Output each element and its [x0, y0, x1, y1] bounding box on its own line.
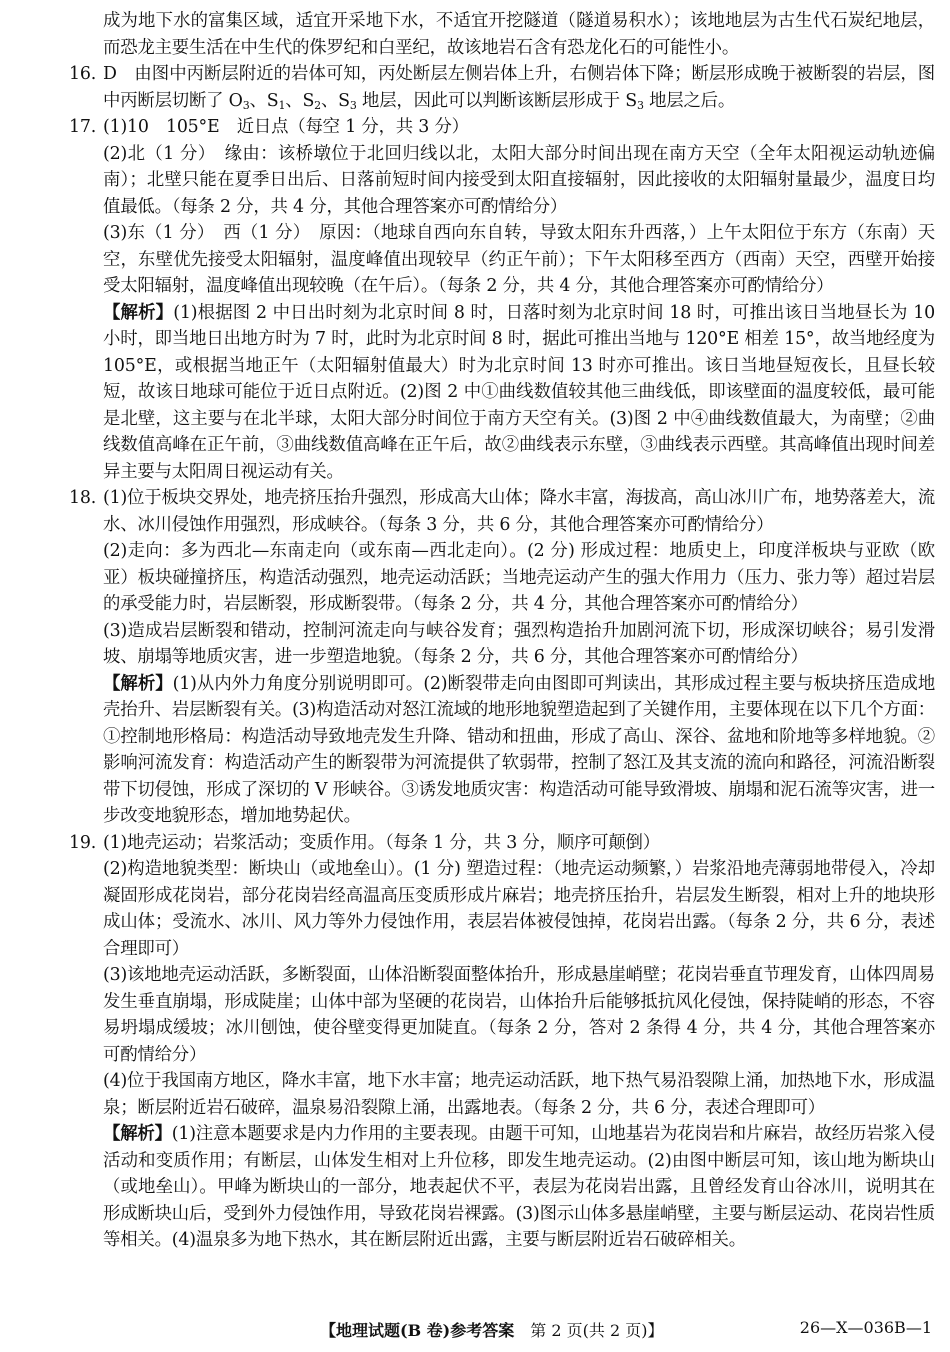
q18-analysis: 【解析】(1)从内外力角度分别说明即可。(2)断裂带走向由图即可判读出，其形成过程主要与板块挤压造成地壳抬升、岩层断裂有关。(3)构造活动对怒江流域的地形地貌塑造起到了关键作用，主要体现在以下几个方面：①控制地形格局：构造活动导致地壳发生升降、错动和扭曲，形成了高山、深谷、盆地和阶地等多样地貌。②影响河流发育：构造活动产生的断裂带为河流提供了软弱带，控制了怒江及其支流的流向和路径，河流沿断裂带下切侵蚀，形成了深切的 V 形峡谷。③诱发地质灾害：构造活动可能导致滑坡、崩塌和泥石流等灾害，进一步改变地貌形态，增加地势起伏。 [103, 673, 936, 826]
q17-part-2: (2)北（1 分） 缘由：该桥墩位于北回归线以北，太阳大部分时间出现在南方天空（全年太阳视运动轨迹偏南）；北壁只能在夏季日出后、日落前短时间内接受到太阳直接辐射，因此接收的太阳辐射量最少，温度日均值最低。（每条 2 分，共 4 分，其他合理答案亦可酌情给分） [103, 143, 935, 217]
q19-part-2: (2)构造地貌类型：断块山（或地垒山）。(1 分) 塑造过程：（地壳运动频繁，）岩浆沿地壳薄弱地带侵入，冷却凝固形成花岗岩，部分花岗岩经高温高压变质形成片麻岩；地壳挤压抬升，岩层发生断裂，相对上升的地块形成山体；受流水、冰川、风力等外力侵蚀作用，表层岩体被侵蚀掉，花岗岩出露。（每条 2 分，共 6 分，表述合理即可） [103, 859, 935, 959]
question-number: 16. [69, 64, 97, 84]
q18-part-1: (1)位于板块交界处，地壳挤压抬升强烈，形成高大山体；降水丰富，海拔高，高山冰川广布，地势落差大，流水、冰川侵蚀作用强烈，形成峡谷。（每条 3 分，共 6 分，其他合理答案亦可酌情给分） [103, 488, 935, 535]
q19-part-3: (3)该地地壳运动活跃，多断裂面，山体沿断裂面整体抬升，形成悬崖峭壁；花岗岩垂直节理发育，山体四周易发生垂直崩塌，形成陡崖；山体中部为坚硬的花岗岩，山体抬升后能够抵抗风化侵蚀，保持陡峭的形态，不容易坍塌成缓坡；冰川刨蚀，使谷壁变得更加陡直。（每条 2 分，答对 2 条得 4 分，共 4 分，其他合理答案亦可酌情给分） [103, 965, 935, 1065]
q17-part-1: (1)10 105°E 近日点（每空 1 分，共 3 分） [103, 117, 469, 137]
answer-content [69, 8, 936, 1254]
q18-part-2: (2)走向：多为西北—东南走向（或东南—西北走向）。(2 分) 形成过程：地质史上，印度洋板块与亚欧（欧亚）板块碰撞挤压，构造活动强烈，地壳运动活跃；当地壳运动产生的强大作用力（压力、张力等）超过岩层的承受能力时，岩层断裂，形成断裂带。（每条 2 分，共 4 分，其他合理答案亦可酌情给分） [103, 541, 935, 614]
question-18 [69, 485, 936, 830]
analysis-label: 【解析】 [103, 302, 174, 323]
page-footer [0, 1318, 950, 1348]
q16-answer: D 由图中丙断层附近的岩体可知，丙处断层左侧岩体上升，右侧岩体下降；断层形成晚于被断裂的岩层，图中丙断层切断了 $O_3$、$S_1$、$S_2$、$S_3$ 地层，因此可以判断该断层形成于 $S_3$ 地层之后。 [103, 64, 935, 112]
q17-analysis: 【解析】(1)根据图 2 中日出时刻为北京时间 8 时，日落时刻为北京时间 18 时，可推出该日当地昼长为 10 小时，即当地日出地方时为 7 时，此时为北京时间 8 时，据此可推出当地与 120°E 相差 15°，故当地经度为 105°E，或根据当地正午（太阳辐射值最大）时为北京时间 13 时亦可推出。该日当地昼短夜长，且昼长较短，故该日地球可能位于近日点附近。(2)图 2 中①曲线数值较其他三曲线低，即该壁面的温度较低，最可能是北壁，这主要与在北半球，太阳大部分时间位于南方天空有关。(3)图 2 中④曲线数值最大，为南壁；②曲线数值高峰在正午前，③曲线数值高峰在正午后，故②曲线表示东壁，③曲线表示西壁。其高峰值出现时间差异主要与太阳周日视运动有关。 [103, 302, 935, 482]
question-number: 18. [69, 488, 97, 508]
analysis-label: 【解析】 [103, 673, 173, 694]
q19-analysis: 【解析】(1)注意本题要求是内力作用的主要表现。由题干可知，山地基岩为花岗岩和片麻岩，故经历岩浆入侵活动和变质作用；有断层，山体发生相对上升位移，即发生地壳运动。(2)由图中断层可知，该山地为断块山（或地垒山）。甲峰为断块山的一部分，地表起伏不平，表层为花岗岩出露，且曾经发育山谷冰川，说明其在形成断块山后，受到外力侵蚀作用，导致花岗岩裸露。(3)图示山体多悬崖峭壁，主要与断层运动、花岗岩性质等相关。(4)温泉多为地下热水，其在断层附近出露，主要与断层附近岩石破碎相关。 [103, 1124, 936, 1250]
analysis-label: 【解析】 [103, 1124, 172, 1144]
question-17 [69, 114, 935, 485]
q17-part-3: (3)东（1 分） 西（1 分） 原因：（地球自西向东自转，导致太阳东升西落，）上午太阳位于东方（东南）天空，东壁优先接受太阳辐射，温度峰值出现较早（约正午前）；下午太阳移至西方（西南）天空，西壁开始接受太阳辐射，温度峰值出现较晚（在午后）。（每条 2 分，共 4 分，其他合理答案亦可酌情给分） [103, 223, 935, 296]
question-number: 17. [69, 117, 97, 137]
q19-part-1: (1)地壳运动；岩浆活动；变质作用。（每条 1 分，共 3 分，顺序可颠倒） [103, 832, 660, 853]
footer-title: 【地理试题(B 卷)参考答案 第 2 页(共 2 页)】 [320, 1321, 664, 1340]
question-16 [69, 61, 935, 114]
document-code: 26—X—036B—1 [799, 1318, 932, 1337]
q19-part-4: (4)位于我国南方地区，降水丰富，地下水丰富；地壳运动活跃，地下热气易沿裂隙上涌，加热地下水，形成温泉；断层附近岩石破碎，温泉易沿裂隙上涌，出露地表。（每条 2 分，共 6 分，表述合理即可） [103, 1071, 935, 1118]
footer-page-number: 第 2 页(共 2 页)】 [530, 1321, 664, 1340]
question-number: 19. [69, 832, 97, 853]
q18-part-3: (3)造成岩层断裂和错动，控制河流走向与峡谷发育；强烈构造抬升加剧河流下切，形成深切峡谷；易引发滑坡、崩塌等地质灾害，进一步塑造地貌。（每条 2 分，共 6 分，其他合理答案亦可酌情给分） [103, 620, 935, 667]
intro-paragraph: 成为地下水的富集区域，适宜开采地下水，不适宜开挖隧道（隧道易积水）；该地地层为古生代石炭纪地层，而恐龙主要生活在中生代的侏罗纪和白垩纪，故该地岩石含有恐龙化石的可能性小。 [103, 11, 935, 58]
question-19 [69, 830, 936, 1254]
